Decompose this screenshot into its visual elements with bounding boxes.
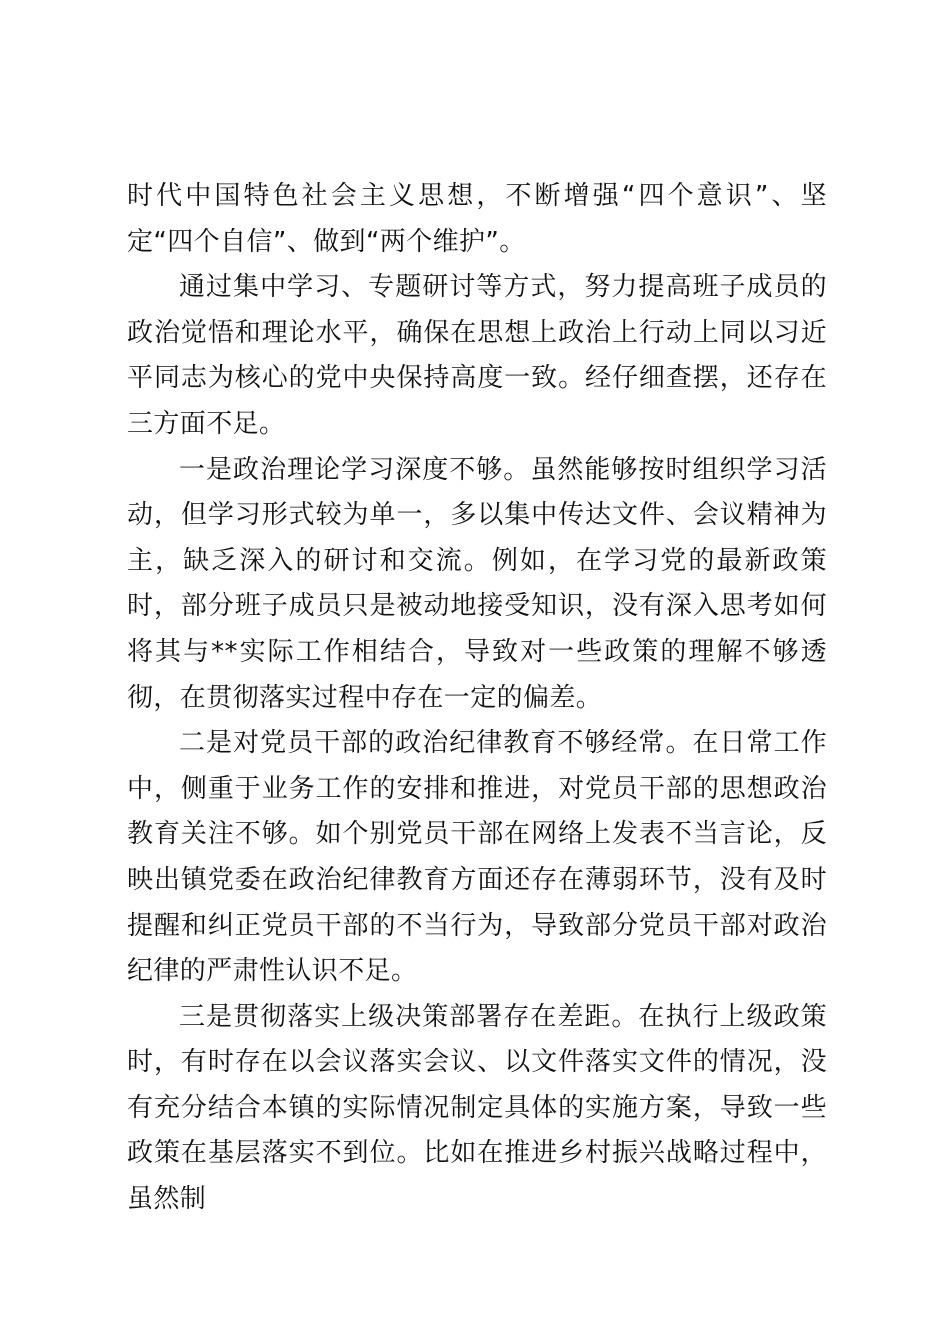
paragraph-study-methods: 通过集中学习、专题研讨等方式，努力提高班子成员的政治觉悟和理论水平，确保在思想上政治上行动上同以习近平同志为核心的党中央保持高度一致。经仔细查摆，还存在三方面不足。 xyxy=(127,272,827,439)
document-body xyxy=(127,174,827,1223)
paragraph-continuation: 时代中国特色社会主义思想，不断增强“四个意识”、坚定“四个自信”、做到“两个维护”。 xyxy=(127,181,827,257)
paragraph-point-two: 二是对党员干部的政治纪律教育不够经常。在日常工作中，侧重于业务工作的安排和推进，对党员干部的思想政治教育关注不够。如个别党员干部在网络上发表不当言论，反映出镇党委在政治纪律教育方面还存在薄弱环节，没有及时提醒和纠正党员干部的不当行为，导致部分党员干部对政治纪律的严肃性认识不足。 xyxy=(127,728,827,987)
paragraph-point-three: 三是贯彻落实上级决策部署存在差距。在执行上级政策时，有时存在以会议落实会议、以文件落实文件的情况，没有充分结合本镇的实际情况制定具体的实施方案，导致一些政策在基层落实不到位。比如在推进乡村振兴战略过程中，虽然制 xyxy=(127,1001,827,1215)
paragraph-point-one: 一是政治理论学习深度不够。虽然能够按时组织学习活动，但学习形式较为单一，多以集中传达文件、会议精神为主，缺乏深入的研讨和交流。例如，在学习党的最新政策时，部分班子成员只是被动地接受知识，没有深入思考如何将其与**实际工作相结合，导致对一些政策的理解不够透彻，在贯彻落实过程中存在一定的偏差。 xyxy=(127,454,827,713)
